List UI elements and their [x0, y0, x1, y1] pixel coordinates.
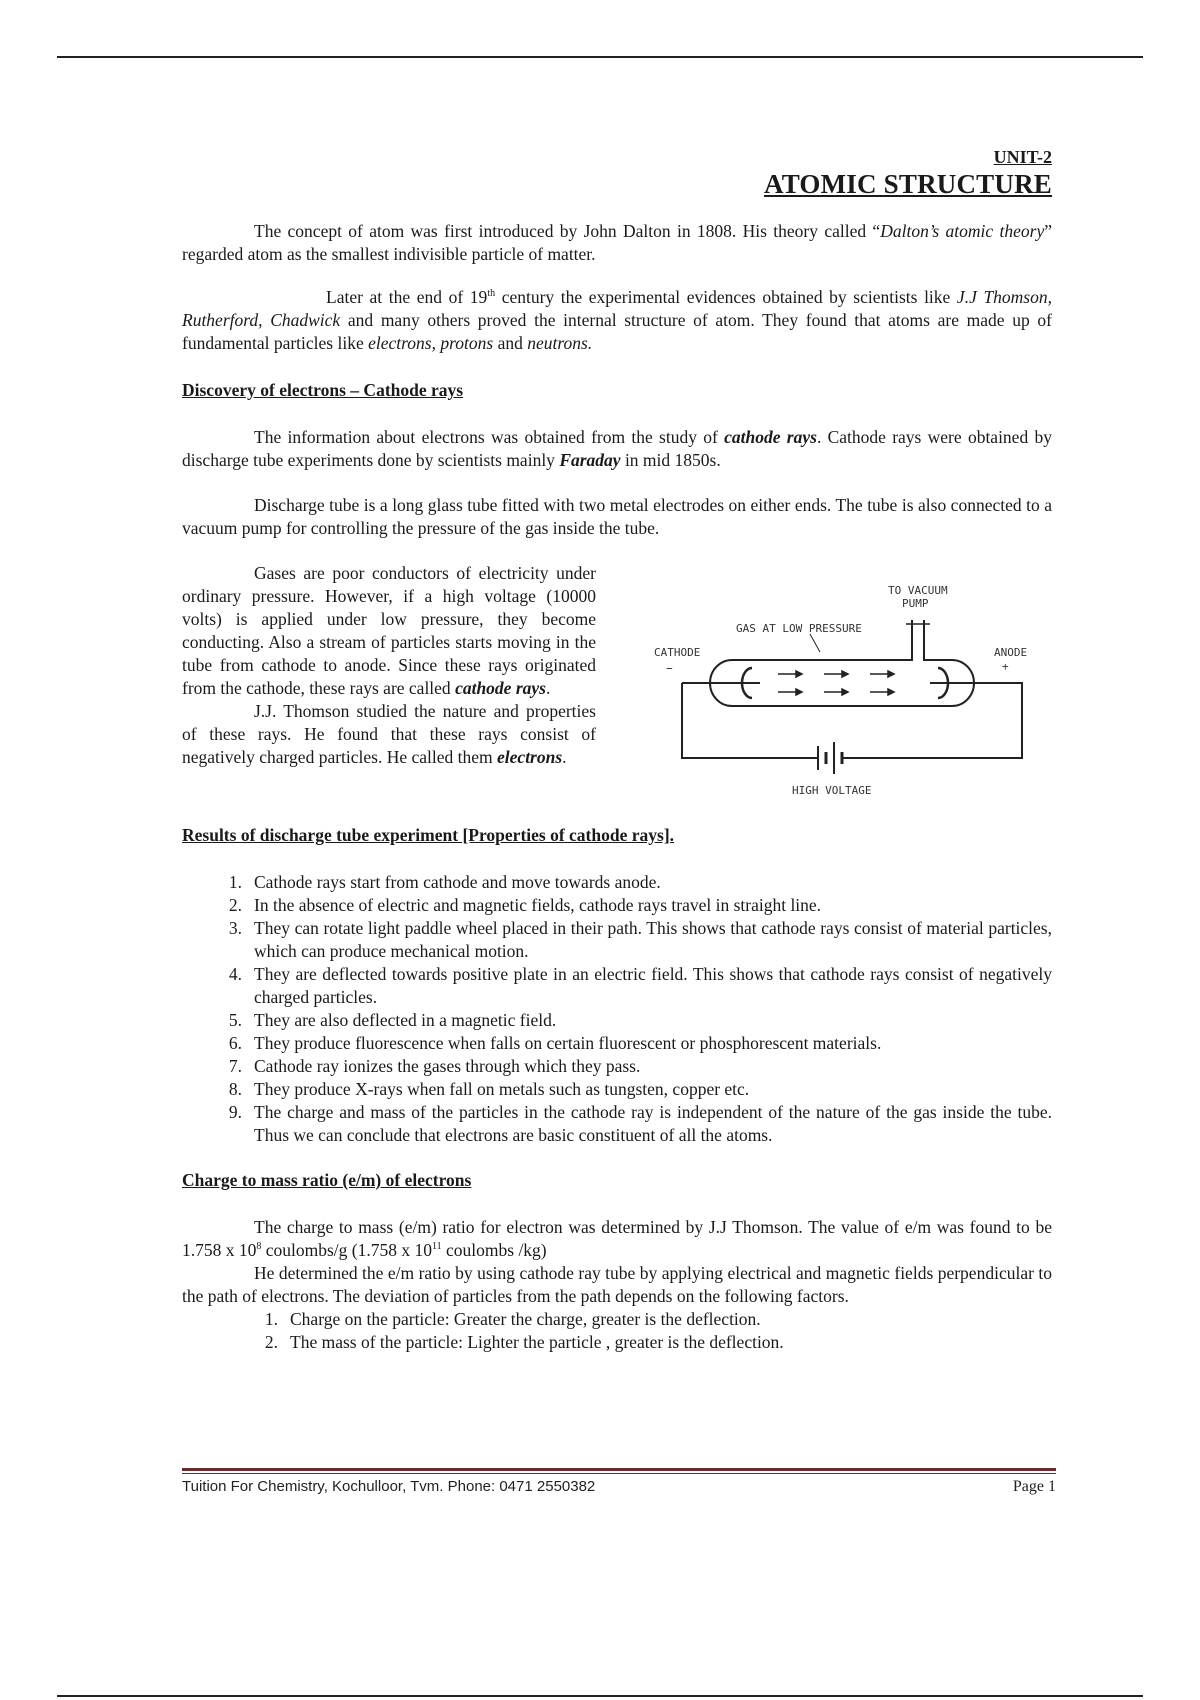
result-item	[182, 1032, 1052, 1055]
gas-pointer	[810, 634, 820, 652]
footer-contact: Tuition For Chemistry, Kochulloor, Tvm. Phone: 0471 2550382	[182, 1478, 596, 1495]
factor-item-text: Charge on the particle: Greater the charge, greater is the deflection.	[290, 1309, 761, 1329]
discovery-paragraph-2: Discharge tube is a long glass tube fitted with two metal electrodes on either ends. The tube is also connected to a vacuum pump for controlling the pressure of the gas inside the tube.	[182, 495, 1052, 538]
result-item	[182, 1055, 1052, 1078]
charge-mass-paragraph-1: The charge to mass (e/m) ratio for electron was determined by J.J Thomson. The value of e/m was found to be 1.758 x $10^8$ coulombs/g (1.758 x $10^{11}$ coulombs /kg)	[182, 1217, 1052, 1260]
discharge-tube-text	[182, 562, 596, 808]
anode-plus-label: +	[1002, 660, 1009, 673]
result-item	[182, 1101, 1052, 1147]
result-item-text: They can rotate light paddle wheel placed in their path. This shows that cathode rays consist of material particles, which can produce mechanical motion.	[254, 918, 1052, 961]
factor-item-number: 2.	[264, 1332, 278, 1352]
result-item-number: 4.	[228, 964, 242, 984]
unit-label: UNIT-2	[993, 147, 1052, 167]
footer-rule	[182, 1468, 1056, 1471]
high-voltage-label: HIGH VOLTAGE	[792, 784, 872, 797]
vacuum-pump-label-2: PUMP	[902, 597, 929, 610]
charge-mass-heading: Charge to mass ratio (e/m) of electrons	[182, 1170, 472, 1190]
result-item	[182, 871, 1052, 894]
factor-item-number: 1.	[264, 1309, 278, 1329]
intro-paragraph-1: The concept of atom was first introduced by John Dalton in 1808. His theory called “Dalton’s atomic theory” regarded atom as the smallest indivisible particle of matter.	[182, 221, 1052, 264]
results-heading: Results of discharge tube experiment [Properties of cathode rays].	[182, 825, 675, 845]
page-footer	[182, 1478, 1056, 1496]
result-item-text: They are deflected towards positive plate in an electric field. This shows that cathode rays consist of negatively charged particles.	[254, 964, 1052, 1007]
factor-item	[182, 1308, 1052, 1331]
result-item-text: They produce X-rays when fall on metals such as tungsten, copper etc.	[254, 1079, 750, 1099]
result-item-number: 7.	[228, 1056, 242, 1076]
factor-item-text: The mass of the particle: Lighter the particle , greater is the deflection.	[290, 1332, 784, 1352]
page-content	[182, 146, 1052, 1354]
discovery-paragraph-4: J.J. Thomson studied the nature and properties of these rays. He found that these rays consist of negatively charged particles. He called them electrons.	[182, 701, 596, 767]
result-item-number: 6.	[228, 1033, 242, 1053]
tube-top-edge	[732, 648, 952, 660]
result-item-text: Cathode rays start from cathode and move towards anode.	[254, 872, 661, 892]
cathode-ray-arrows	[778, 671, 894, 695]
top-rule	[57, 56, 1143, 58]
battery-icon	[812, 742, 852, 774]
discharge-tube-diagram	[652, 568, 1052, 808]
result-item-text: The charge and mass of the particles in the cathode ray is independent of the nature of the gas inside the tube. Thus we can conclude that electrons are basic constituent of all the atoms.	[254, 1102, 1052, 1145]
discovery-paragraph-3: Gases are poor conductors of electricity under ordinary pressure. However, if a high voltage (10000 volts) is applied under low pressure, they become conducting. Also a stream of particles starts moving in the tube from cathode to anode. Since these rays originated from the cathode, these rays are called cathode rays.	[182, 563, 596, 698]
result-item	[182, 917, 1052, 963]
result-item-number: 1.	[228, 872, 242, 892]
charge-mass-paragraph-2: He determined the e/m ratio by using cathode ray tube by applying electrical and magnetic fields perpendicular to the path of electrons. The deviation of particles from the path depends on the following factors.	[182, 1263, 1052, 1306]
result-item-number: 3.	[228, 918, 242, 938]
result-item-text: They are also deflected in a magnetic field.	[254, 1010, 557, 1030]
result-item-number: 9.	[228, 1102, 242, 1122]
result-item-text: In the absence of electric and magnetic fields, cathode rays travel in straight line.	[254, 895, 822, 915]
result-item-number: 5.	[228, 1010, 242, 1030]
bottom-rule	[57, 1695, 1143, 1697]
result-item	[182, 963, 1052, 1009]
discovery-paragraph-1: The information about electrons was obtained from the study of cathode rays. Cathode rays were obtained by discharge tube experiments done by scientists mainly Faraday in mid 1850s.	[182, 427, 1052, 470]
cathode-label: CATHODE	[654, 646, 701, 659]
discharge-tube-section	[182, 562, 1052, 808]
result-item-text: Cathode ray ionizes the gases through which they pass.	[254, 1056, 641, 1076]
result-item	[182, 1009, 1052, 1032]
factors-list	[182, 1308, 1052, 1354]
result-item-number: 2.	[228, 895, 242, 915]
result-item-number: 8.	[228, 1079, 242, 1099]
discovery-heading: Discovery of electrons – Cathode rays	[182, 380, 464, 400]
result-item	[182, 894, 1052, 917]
page-number: Page 1	[1012, 1478, 1056, 1495]
vacuum-pump-label: TO VACUUM	[888, 584, 948, 597]
anode-label: ANODE	[994, 646, 1028, 659]
result-item-text: They produce fluorescence when falls on certain fluorescent or phosphorescent materials.	[254, 1033, 882, 1053]
results-list	[182, 871, 1052, 1147]
footer-rule-thin	[182, 1473, 1056, 1474]
factor-item	[182, 1331, 1052, 1354]
page-title: ATOMIC STRUCTURE	[764, 169, 1052, 199]
result-item	[182, 1078, 1052, 1101]
intro-paragraph-2: Later at the end of 19th century the experimental evidences obtained by scientists like J.J Thomson, Rutherford, Chadwick and many others proved the internal structure of atom. They found that atoms are made up of fundamental particles like electrons, protons and neutrons.	[182, 287, 1052, 353]
gas-label: GAS AT LOW PRESSURE	[736, 622, 862, 635]
cathode-minus-label: −	[666, 662, 673, 675]
